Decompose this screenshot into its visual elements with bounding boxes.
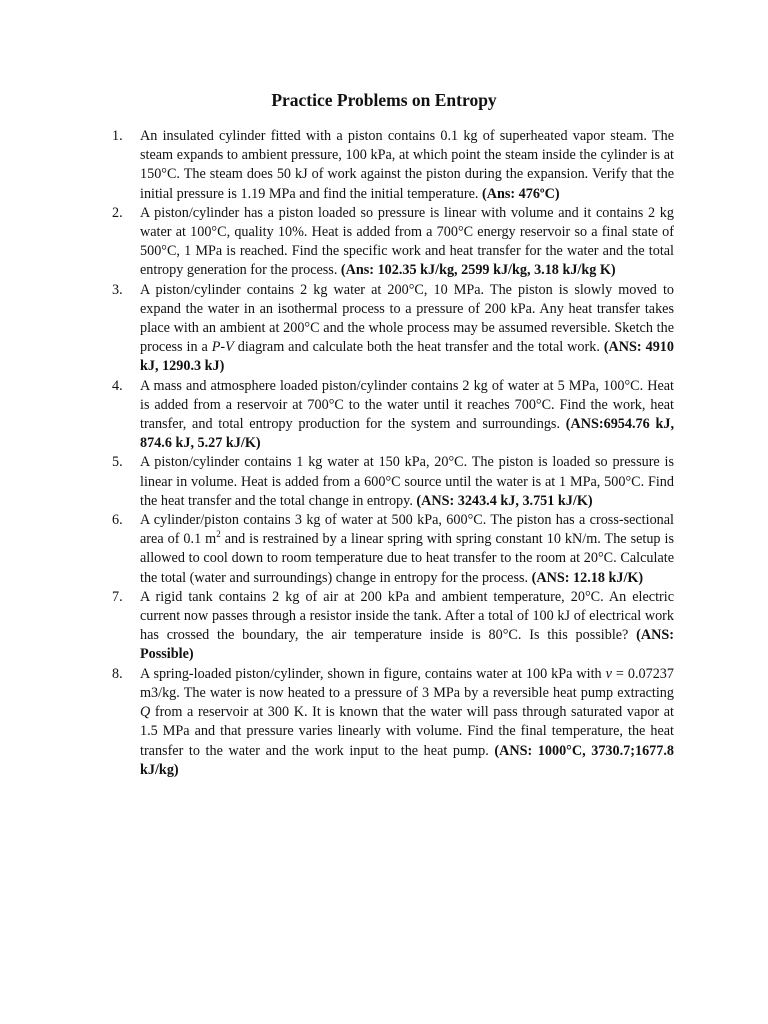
- page-title: Practice Problems on Entropy: [271, 90, 497, 110]
- problem-text: [140, 665, 674, 780]
- problem-answer: (ANS: 3243.4 kJ, 3.751 kJ/K): [416, 492, 593, 509]
- problem-text: [140, 588, 674, 665]
- superscript: 2: [216, 528, 221, 539]
- problem-answer: (ANS: 12.18 kJ/K): [531, 569, 644, 586]
- problem-text: [140, 377, 674, 454]
- italic-term: Q: [140, 704, 151, 721]
- problem-statement: A mass and atmosphere loaded piston/cylinder contains 2 kg of water at 5 MPa, 100°C. Heat is added from a reservoir at 700°C to the water until it reaches 700°C. Find the work, heat transfer, and total entropy production for the system and surroundings.: [140, 377, 674, 433]
- problem-6: [0, 511, 768, 588]
- problem-number: 4.: [112, 377, 123, 394]
- problem-statement: A spring-loaded piston/cylinder, shown in figure, contains water at 100 kPa with: [140, 665, 606, 682]
- problem-number: 6.: [112, 512, 123, 529]
- problem-statement: A piston/cylinder contains 2 kg water at 200°C, 10 MPa. The piston is slowly moved to expand the water in an isothermal process to a pressure of 200 kPa. Any heat transfer takes place with an ambient at 200°C and the whole process may be assumed reversible. Sketch the process in a: [140, 281, 674, 356]
- problem-statement-cont: and is restrained by a linear spring with spring constant 10 kN/m. The setup is allowed to cool down to room temperature due to heat transfer to the room at 20°C. Calculate the total (water and surroundings) change in entropy for the process.: [140, 531, 674, 586]
- problem-answer: (ANS: Possible): [140, 627, 674, 663]
- problem-statement: A piston/cylinder has a piston loaded so pressure is linear with volume and it contains 2 kg water at 100°C, quality 10%. Heat is added from a 700°C energy reservoir so a final state of 500°C, 1 MPa is reached. Find the specific work and heat transfer for the water and the total entropy generation for the process.: [140, 204, 674, 279]
- problem-text: [140, 453, 674, 511]
- italic-term: P-V: [211, 339, 234, 356]
- problem-answer: (Ans: 476ºC): [482, 185, 560, 202]
- problem-text: [140, 511, 674, 588]
- problem-statement: An insulated cylinder fitted with a piston contains 0.1 kg of superheated vapor steam. The steam expands to ambient pressure, 100 kPa, at which point the steam inside the cylinder is at 150°C. The steam does 50 kJ of work against the piston during the expansion. Verify that the initial pressure is 1.19 MPa and find the initial temperature.: [140, 128, 674, 202]
- problem-number: 5.: [112, 454, 123, 471]
- problem-5: [0, 453, 768, 511]
- problem-statement: A piston/cylinder contains 1 kg water at 150 kPa, 20°C. The piston is loaded so pressure is linear in volume. Heat is added from a 600°C source until the water is at 1 MPa, 500°C. Find the heat transfer and the total change in entropy.: [140, 454, 674, 509]
- problem-number: 7.: [112, 588, 123, 605]
- problem-number: 2.: [112, 204, 123, 221]
- problem-statement: A cylinder/piston contains 3 kg of water at 500 kPa, 600°C. The piston has a cross-sectional area of 0.1 m: [140, 512, 674, 548]
- problem-number: 3.: [112, 281, 123, 298]
- problem-2: [0, 204, 768, 281]
- problem-statement-cont: from a reservoir at 300 K. It is known that the water will pass through saturated vapor at 1.5 MPa and that pressure varies linearly with volume. Find the final temperature, the heat transfer to the water and the work input to the heat pump.: [140, 704, 674, 759]
- problem-list: [0, 127, 768, 780]
- problem-3: [0, 281, 768, 377]
- problem-answer: (ANS:6954.76 kJ, 874.6 kJ, 5.27 kJ/K): [140, 416, 674, 452]
- problem-number: 1.: [112, 128, 123, 144]
- problem-number: 8.: [112, 665, 123, 682]
- problem-text: [140, 281, 674, 377]
- problem-answer: (ANS: 1000°C, 3730.7;1677.8 kJ/kg): [140, 742, 674, 778]
- problem-text: [140, 204, 674, 281]
- problem-statement: A rigid tank contains 2 kg of air at 200 kPa and ambient temperature, 20°C. An electric current now passes through a resistor inside the tank. After a total of 100 kJ of electrical work has crossed the boundary, the air temperature inside is 80°C. Is this possible?: [140, 588, 674, 644]
- problem-text: [140, 127, 674, 204]
- italic-term: v: [605, 665, 612, 682]
- problem-answer: (Ans: 102.35 kJ/kg, 2599 kJ/kg, 3.18 kJ/kg K): [340, 262, 616, 279]
- problem-8: [0, 665, 768, 780]
- problem-4: [0, 377, 768, 454]
- problem-7: [0, 588, 768, 665]
- problem-statement-cont: diagram and calculate both the heat transfer and the total work.: [233, 339, 604, 356]
- problem-statement-cont: = 0.07237 m3/kg. The water is now heated to a pressure of 3 MPa by a reversible heat pump extracting: [140, 665, 674, 701]
- problem-1: [0, 127, 768, 204]
- problem-answer: (ANS: 4910 kJ, 1290.3 kJ): [140, 339, 674, 375]
